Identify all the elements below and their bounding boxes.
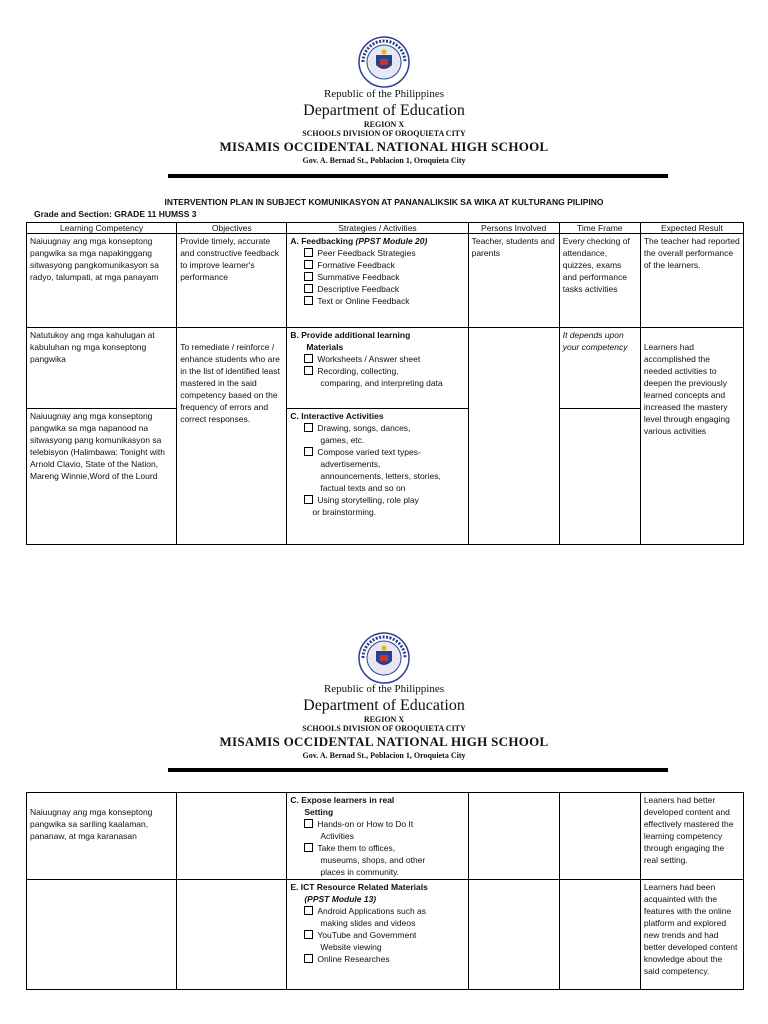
table-row [27,409,744,545]
intervention-table-continued [26,792,744,990]
division-line: SCHOOLS DIVISION OF OROQUIETA CITY [302,724,466,733]
school-address: Gov. A. Bernad St., Poblacion 1, Oroquieta City [302,156,466,165]
table-row [27,880,744,990]
strategy-cell [287,880,468,990]
objective-cell: To remediate / reinforce / enhance students who are in the list of identified least mastered in the said competency based on the frequency of errors and correct responses. [177,328,287,545]
result-cell: The teacher had reported the overall performance of the learners. [640,234,743,328]
division-line: SCHOOLS DIVISION OF OROQUIETA CITY [302,129,466,138]
col-header: Objectives [177,223,287,234]
republic-line: Republic of the Philippines [323,88,445,100]
checklist-item: Recording, collecting, [290,365,464,377]
checklist-item-continued: places in community. [320,867,400,877]
deped-seal [358,36,410,88]
strategy-cell [287,409,468,545]
persons-cell: Teacher, students and parents [468,234,559,328]
strategy-subtitle: Materials [306,342,344,352]
checkbox-icon [304,366,313,375]
checkbox-icon [304,447,313,456]
strategy-subtitle: Setting [304,807,334,817]
checklist-item: Online Researches [290,953,464,965]
checklist-item-continued: announcements, letters, stories, [320,471,441,481]
checklist-item: Compose varied text types- [290,446,464,458]
checklist-item: Hands-on or How to Do It [290,818,464,830]
persons-cell [468,793,559,880]
grade-section: Grade and Section: GRADE 11 HUMSS 3 [34,209,197,219]
checklist-item-continued: Website viewing [320,942,382,952]
checklist-item-continued: factual texts and so on [320,483,406,493]
table-row [27,234,744,328]
objective-cell: Provide timely, accurate and constructive feedback to improve learner's performance [177,234,287,328]
objective-cell [177,880,287,990]
checklist-item-continued: making slides and videos [320,918,416,928]
persons-cell [468,880,559,990]
col-header: Expected Result [640,223,743,234]
timeframe-cell: Every checking of attendance, quizzes, exams and performance tasks activities [559,234,640,328]
competency-cell: Naiuugnay ang mga konseptong pangwika sa mga napakinggang sitwasyong pangkomunikasyon sa radyo, talumpati, at mga panayam [27,234,177,328]
result-cell: Learners had accomplished the needed activities to deepen the previously learned concepts and increased the mastery level through engaging various activities [640,328,743,545]
checkbox-icon [304,248,313,257]
timeframe-cell [559,409,640,545]
region-line: REGION X [363,120,405,129]
checkbox-icon [304,495,313,504]
checklist-item: Formative Feedback [290,259,464,271]
table-row [27,793,744,880]
competency-cell: Natutukoy ang mga kahulugan at kabuluhan ng mga konseptong pangwika [27,328,177,409]
col-header: Learning Competency [27,223,177,234]
strategy-cell [287,234,468,328]
strategy-cell [287,793,468,880]
table-row [27,328,744,409]
col-header: Strategies / Activities [287,223,468,234]
checkbox-icon [304,296,313,305]
checkbox-icon [304,819,313,828]
intervention-table [26,222,744,545]
region-line: REGION X [363,715,405,724]
checklist-item-continued: comparing, and interpreting data [320,378,443,388]
checklist-item-continued: Activities [320,831,354,841]
col-header: Time Frame [559,223,640,234]
checklist-item-continued: advertisements, [320,459,381,469]
school-name: MISAMIS OCCIDENTAL NATIONAL HIGH SCHOOL [219,139,549,154]
checklist-item: Android Applications such as [290,905,464,917]
letterhead [0,88,768,166]
checkbox-icon [304,930,313,939]
competency-cell: Naiuugnay ang mga konseptong pangwika sa mga napanood na sitwasyong pang komunikasyon sa telebisyon (Halimbawa: Tonight with Arnold Clavio, State of the Nation, Mareng Winnie,Word of the Lourd [27,409,177,545]
department-name: Department of Education [303,102,465,119]
republic-line: Republic of the Philippines [323,683,445,695]
col-header: Persons Involved [468,223,559,234]
school-name: MISAMIS OCCIDENTAL NATIONAL HIGH SCHOOL [219,734,549,749]
checklist-item: Worksheets / Answer sheet [290,353,464,365]
result-cell: Learners had been acquainted with the features with the online platform and explored new trends and had better developed content knowledge about the said competency. [640,880,743,990]
checkbox-icon [304,843,313,852]
strategy-title: C. Interactive Activities [290,411,384,421]
checklist-item: Text or Online Feedback [290,295,464,307]
checklist-item: Drawing, songs, dances, [290,422,464,434]
checkbox-icon [304,284,313,293]
checklist-item: Using storytelling, role play [290,494,464,506]
checklist-item: Take them to offices, [290,842,464,854]
checklist-item: YouTube and Government [290,929,464,941]
table-header-row [27,223,744,234]
timeframe-cell: It depends upon your competency [559,328,640,409]
checklist-item: Peer Feedback Strategies [290,247,464,259]
checkbox-icon [304,423,313,432]
checkbox-icon [304,954,313,963]
competency-cell [27,880,177,990]
checklist-item-continued: or brainstorming. [312,507,377,517]
timeframe-cell [559,793,640,880]
strategy-title: C. Expose learners in real [290,795,395,805]
checklist-item-continued: museums, shops, and other [320,855,426,865]
plan-title: INTERVENTION PLAN IN SUBJECT KOMUNIKASYON AT PANANALIKSIK SA WIKA AT KULTURANG PILIPINO [164,197,604,207]
deped-seal [358,632,410,684]
strategy-cell [287,328,468,409]
checkbox-icon [304,354,313,363]
school-address: Gov. A. Bernad St., Poblacion 1, Oroquieta City [302,751,466,760]
strategy-title: E. ICT Resource Related Materials [290,882,428,892]
checklist-item: Descriptive Feedback [290,283,464,295]
header-rule [168,174,668,178]
strategy-reference: (PPST Module 20) [355,236,428,246]
strategy-title: A. Feedbacking [290,236,356,246]
checkbox-icon [304,906,313,915]
letterhead [0,683,768,761]
checklist-item-continued: games, etc. [320,435,365,445]
checkbox-icon [304,260,313,269]
strategy-reference: (PPST Module 13) [304,894,377,904]
header-rule [168,768,668,772]
checklist-item: Summative Feedback [290,271,464,283]
result-cell: Leaners had better developed content and effectively mastered the learning competency through engaging the real setting. [640,793,743,880]
department-name: Department of Education [303,697,465,714]
objective-cell [177,793,287,880]
timeframe-cell [559,880,640,990]
persons-cell [468,328,559,545]
checkbox-icon [304,272,313,281]
competency-cell: Naiuugnay ang mga konseptong pangwika sa sariling kaalaman, pananaw, at mga karanasan [27,793,177,880]
strategy-title: B. Provide additional learning [290,330,411,340]
